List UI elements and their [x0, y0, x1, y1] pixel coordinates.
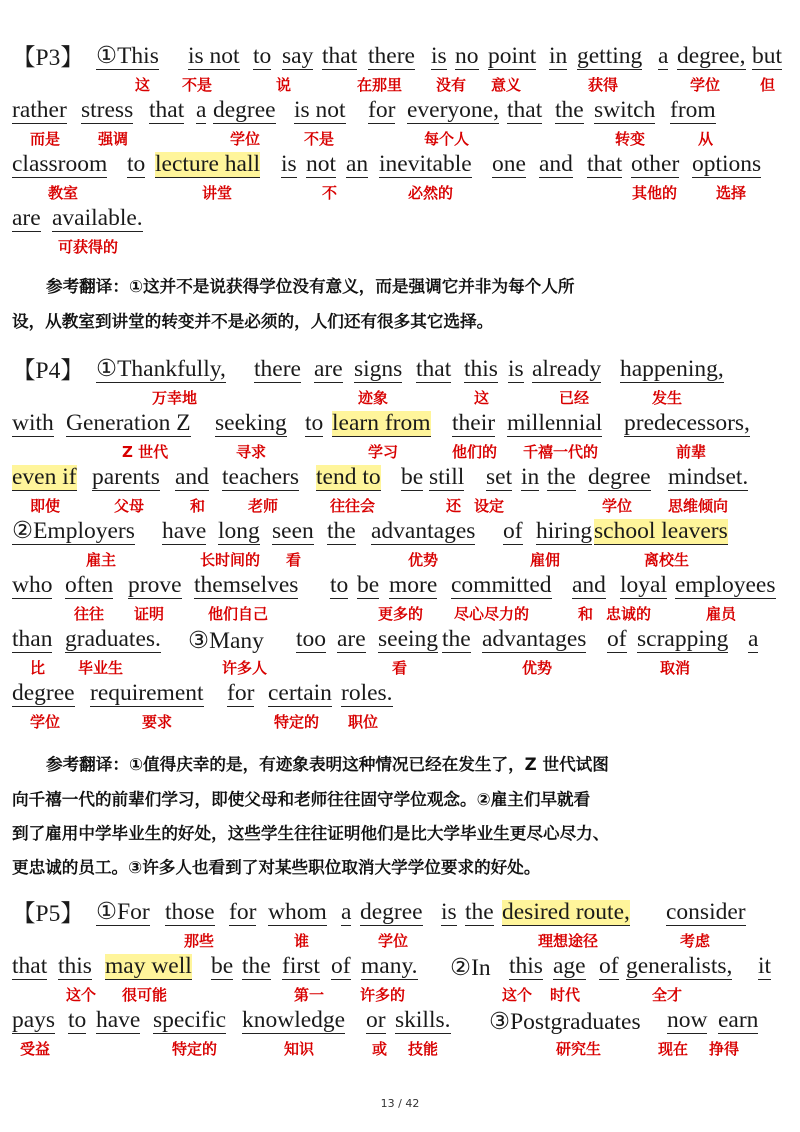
page-number: 13 / 42 — [380, 1097, 420, 1110]
word: to — [68, 1007, 87, 1033]
word: be — [357, 572, 380, 598]
word: prove — [128, 572, 182, 598]
p4-gloss-7 — [12, 713, 790, 731]
gloss: 雇员 — [706, 605, 737, 623]
gloss: 每个人 — [424, 130, 470, 148]
word: loyal — [620, 572, 667, 598]
gloss: 学位 — [378, 932, 409, 950]
gloss: 选择 — [716, 184, 747, 202]
word: seen — [272, 518, 314, 544]
gloss: 比 — [30, 659, 46, 677]
p4-gloss-5 — [12, 605, 790, 623]
p4-gloss-6 — [12, 659, 790, 677]
p3-gloss-2 — [12, 130, 790, 148]
word: rather — [12, 97, 67, 123]
gloss: 特定的 — [172, 1040, 218, 1058]
word: everyone, — [407, 97, 499, 123]
p3-gloss-1 — [12, 76, 790, 94]
word: often — [65, 572, 114, 598]
word: there — [254, 356, 301, 382]
word: now — [667, 1007, 708, 1033]
word: not — [306, 151, 337, 177]
word: a — [748, 626, 759, 652]
p4-line-3 — [12, 465, 790, 493]
word: set — [486, 464, 513, 490]
word: ③Many — [188, 628, 264, 654]
highlighted-phrase: may well — [105, 953, 192, 979]
word: predecessors, — [624, 410, 750, 436]
word: be — [401, 464, 424, 490]
word: seeking — [215, 410, 287, 436]
gloss: 老师 — [248, 497, 279, 515]
p4-gloss-3 — [12, 497, 790, 515]
word: but — [752, 43, 783, 69]
word: a — [196, 97, 207, 123]
p4-line-4 — [12, 519, 790, 547]
gloss: 千禧一代的 — [523, 443, 599, 461]
word: getting — [577, 43, 643, 69]
word: of — [503, 518, 523, 544]
gloss: 这 — [474, 389, 490, 407]
word: advantages — [371, 518, 476, 544]
word: classroom — [12, 151, 108, 177]
gloss: 即使 — [30, 497, 61, 515]
word: it — [758, 953, 772, 979]
word: first — [282, 953, 320, 979]
word: skills. — [395, 1007, 451, 1033]
word: themselves — [194, 572, 299, 598]
word: degree — [360, 899, 423, 925]
word: parents — [92, 464, 160, 490]
word: are — [314, 356, 343, 382]
gloss: 离校生 — [644, 551, 690, 569]
word: for — [368, 97, 396, 123]
word: graduates. — [65, 626, 161, 652]
word: is — [281, 151, 297, 177]
word: specific — [153, 1007, 227, 1033]
p3-gloss-4 — [12, 238, 790, 256]
p3-line-1 — [12, 44, 790, 72]
word: is — [441, 899, 457, 925]
gloss: 不 — [322, 184, 338, 202]
gloss: 技能 — [408, 1040, 439, 1058]
p5-line-3 — [12, 1008, 790, 1036]
gloss: 没有 — [436, 76, 467, 94]
word: no — [455, 43, 479, 69]
word: roles. — [341, 680, 393, 706]
word: earn — [718, 1007, 759, 1033]
gloss: 取消 — [660, 659, 691, 677]
p4-translation-line-1: 参考翻译：①值得庆幸的是，有迹象表明这种情况已经在发生了，Z 世代试图 — [46, 755, 609, 774]
word: a — [658, 43, 669, 69]
highlighted-phrase: even if — [12, 464, 77, 490]
word: scrapping — [637, 626, 729, 652]
p5-gloss-1 — [12, 932, 790, 950]
word: other — [631, 151, 680, 177]
gloss: 理想途径 — [538, 932, 599, 950]
p3-line-2 — [12, 98, 790, 126]
highlighted-phrase: learn from — [332, 410, 431, 436]
gloss: 学位 — [602, 497, 633, 515]
word: the — [547, 464, 576, 490]
word: and — [539, 151, 573, 177]
word: advantages — [482, 626, 587, 652]
gloss: 往往会 — [330, 497, 376, 515]
p4-gloss-2 — [12, 443, 790, 461]
word: there — [368, 43, 415, 69]
p3-translation-line-1: 参考翻译：①这并不是说获得学位没有意义，而是强调它并非为每个人所 — [46, 277, 575, 296]
highlighted-phrase: lecture hall — [155, 151, 261, 177]
word: long — [218, 518, 260, 544]
word: teachers — [222, 464, 299, 490]
gloss: 发生 — [652, 389, 683, 407]
p5-gloss-2 — [12, 986, 790, 1004]
word: available. — [52, 205, 143, 231]
word: from — [670, 97, 716, 123]
word: those — [165, 899, 215, 925]
gloss: 获得 — [588, 76, 619, 94]
word: are — [337, 626, 366, 652]
paragraph-tag: 【P5】 — [12, 901, 84, 927]
word: degree — [588, 464, 651, 490]
p4-line-1 — [12, 357, 790, 385]
p4-translation-line-3: 到了雇用中学毕业生的好处，这些学生往往证明他们是比大学毕业生更尽心尽力、 — [12, 824, 610, 843]
gloss: 雇佣 — [530, 551, 561, 569]
gloss: 要求 — [142, 713, 173, 731]
p5-line-2 — [12, 954, 790, 982]
word: the — [465, 899, 494, 925]
gloss: 更多的 — [378, 605, 424, 623]
word: this — [58, 953, 92, 979]
word: who — [12, 572, 53, 598]
word: than — [12, 626, 53, 652]
word: the — [242, 953, 271, 979]
word: in — [521, 464, 540, 490]
word: with — [12, 410, 54, 436]
gloss: 雇主 — [86, 551, 117, 569]
gloss: 往往 — [74, 605, 105, 623]
word: for — [227, 680, 255, 706]
word: ③Postgraduates — [489, 1009, 641, 1035]
gloss: 全才 — [652, 986, 683, 1004]
gloss: 已经 — [559, 389, 590, 407]
p5-gloss-3 — [12, 1040, 790, 1058]
word: seeing — [378, 626, 439, 652]
gloss: 学习 — [368, 443, 399, 461]
gloss: 学位 — [690, 76, 721, 94]
gloss: 思维倾向 — [668, 497, 729, 515]
p4-line-6 — [12, 627, 790, 655]
word: pays — [12, 1007, 56, 1033]
word: inevitable — [379, 151, 472, 177]
gloss: 还 — [446, 497, 462, 515]
word: knowledge — [242, 1007, 346, 1033]
gloss: 迹象 — [358, 389, 389, 407]
word: hiring — [536, 518, 593, 544]
word: one — [492, 151, 526, 177]
gloss: 看 — [392, 659, 408, 677]
gloss: 毕业生 — [78, 659, 124, 677]
gloss: 学位 — [230, 130, 261, 148]
word: an — [346, 151, 369, 177]
gloss: 优势 — [408, 551, 439, 569]
word: generalists, — [626, 953, 733, 979]
word: ②In — [450, 955, 491, 981]
gloss: 那些 — [184, 932, 215, 950]
word: of — [607, 626, 627, 652]
word: signs — [354, 356, 403, 382]
gloss: 考虑 — [680, 932, 711, 950]
paragraph-tag: 【P3】 — [12, 45, 84, 71]
word: ①For — [96, 899, 150, 925]
word: have — [96, 1007, 141, 1033]
word: or — [366, 1007, 386, 1033]
gloss: 而是 — [30, 130, 61, 148]
word: of — [331, 953, 351, 979]
gloss: 特定的 — [274, 713, 320, 731]
word: to — [253, 43, 272, 69]
word: many. — [361, 953, 418, 979]
word: that — [507, 97, 543, 123]
gloss: 不是 — [304, 130, 335, 148]
word: that — [587, 151, 623, 177]
gloss: 许多的 — [360, 986, 406, 1004]
word: ②Employers — [12, 518, 135, 544]
gloss: 和 — [190, 497, 206, 515]
gloss: 不是 — [182, 76, 213, 94]
word: too — [296, 626, 327, 652]
gloss: 优势 — [522, 659, 553, 677]
gloss: 和 — [578, 605, 594, 623]
gloss: 设定 — [474, 497, 505, 515]
word: millennial — [507, 410, 603, 436]
gloss: 在那里 — [357, 76, 403, 94]
gloss: 第一 — [294, 986, 325, 1004]
word: options — [692, 151, 762, 177]
word: this — [509, 953, 543, 979]
gloss: 说 — [276, 76, 292, 94]
gloss: 研究生 — [556, 1040, 602, 1058]
gloss: 许多人 — [222, 659, 268, 677]
word: say — [282, 43, 314, 69]
gloss: 长时间的 — [200, 551, 261, 569]
word: are — [12, 205, 41, 231]
word: that — [322, 43, 358, 69]
gloss: 从 — [698, 130, 714, 148]
gloss: 挣得 — [709, 1040, 740, 1058]
word: is not — [294, 97, 346, 123]
word: consider — [666, 899, 746, 925]
gloss: 时代 — [550, 986, 581, 1004]
word: requirement — [90, 680, 204, 706]
gloss: 学位 — [30, 713, 61, 731]
p4-gloss-1 — [12, 389, 790, 407]
word: to — [127, 151, 146, 177]
word: age — [553, 953, 586, 979]
gloss: 意义 — [491, 76, 522, 94]
word: stress — [81, 97, 134, 123]
p4-translation-line-4: 更忠诚的员工。③许多人也看到了对某些职位取消大学学位要求的好处。 — [12, 858, 541, 877]
gloss: 但 — [760, 76, 776, 94]
word: that — [149, 97, 185, 123]
gloss: 教室 — [48, 184, 79, 202]
word: that — [12, 953, 48, 979]
p4-line-7 — [12, 681, 790, 709]
word: is — [431, 43, 447, 69]
word: that — [416, 356, 452, 382]
word: committed — [451, 572, 552, 598]
gloss: 他们自己 — [208, 605, 269, 623]
p4-translation-line-2: 向千禧一代的前辈们学习，即使父母和老师往往固守学位观念。②雇主们早就看 — [12, 790, 591, 809]
word: point — [488, 43, 537, 69]
word: whom — [268, 899, 327, 925]
word: have — [162, 518, 207, 544]
gloss: 现在 — [658, 1040, 689, 1058]
paragraph-tag: 【P4】 — [12, 358, 84, 384]
gloss: 万幸地 — [152, 389, 198, 407]
word: happening, — [620, 356, 724, 382]
gloss: 他们的 — [452, 443, 498, 461]
gloss: 知识 — [284, 1040, 315, 1058]
word: and — [572, 572, 606, 598]
word: their — [452, 410, 496, 436]
word: certain — [268, 680, 332, 706]
gloss: 寻求 — [236, 443, 267, 461]
word: ①This — [96, 43, 159, 69]
p4-line-5 — [12, 573, 790, 601]
p3-line-3 — [12, 152, 790, 180]
word: employees — [675, 572, 776, 598]
gloss: Z 世代 — [122, 443, 169, 461]
gloss: 强调 — [98, 130, 129, 148]
word: mindset. — [668, 464, 749, 490]
gloss: 讲堂 — [202, 184, 233, 202]
gloss: 职位 — [348, 713, 379, 731]
gloss: 这个 — [502, 986, 533, 1004]
word: to — [305, 410, 324, 436]
gloss: 受益 — [20, 1040, 51, 1058]
gloss: 前辈 — [676, 443, 707, 461]
gloss: 其他的 — [632, 184, 678, 202]
gloss: 必然的 — [408, 184, 454, 202]
word: the — [555, 97, 584, 123]
gloss: 这 — [135, 76, 151, 94]
word: of — [599, 953, 619, 979]
gloss: 父母 — [114, 497, 145, 515]
word: is not — [188, 43, 240, 69]
word: still — [429, 464, 465, 490]
p4-line-2 — [12, 411, 790, 439]
gloss: 看 — [286, 551, 302, 569]
word: more — [389, 572, 438, 598]
word: degree, — [677, 43, 746, 69]
gloss: 可获得的 — [58, 238, 119, 256]
word: Generation Z — [66, 410, 191, 436]
gloss: 尽心尽力的 — [454, 605, 530, 623]
highlighted-phrase: tend to — [316, 464, 381, 490]
word: degree — [213, 97, 276, 123]
word: a — [341, 899, 352, 925]
gloss: 转变 — [615, 130, 646, 148]
word: this — [464, 356, 498, 382]
p3-line-4 — [12, 206, 790, 234]
gloss: 这个 — [66, 986, 97, 1004]
gloss: 忠诚的 — [606, 605, 652, 623]
gloss: 谁 — [294, 932, 310, 950]
word: and — [175, 464, 209, 490]
gloss: 证明 — [134, 605, 165, 623]
p3-translation-line-2: 设，从教室到讲堂的转变并不是必须的，人们还有很多其它选择。 — [12, 312, 494, 331]
word: already — [532, 356, 602, 382]
p3-gloss-3 — [12, 184, 790, 202]
word: for — [229, 899, 257, 925]
word: be — [211, 953, 234, 979]
word: switch — [594, 97, 656, 123]
p4-gloss-4 — [12, 551, 790, 569]
gloss: 很可能 — [122, 986, 168, 1004]
word: is — [508, 356, 524, 382]
p5-line-1 — [12, 900, 790, 928]
word: to — [330, 572, 349, 598]
word: ①Thankfully, — [96, 356, 226, 382]
word: degree — [12, 680, 75, 706]
word: the — [327, 518, 356, 544]
word: the — [442, 626, 471, 652]
highlighted-phrase: school leavers — [594, 518, 728, 544]
highlighted-phrase: desired route, — [502, 899, 630, 925]
gloss: 或 — [372, 1040, 388, 1058]
word: in — [549, 43, 568, 69]
